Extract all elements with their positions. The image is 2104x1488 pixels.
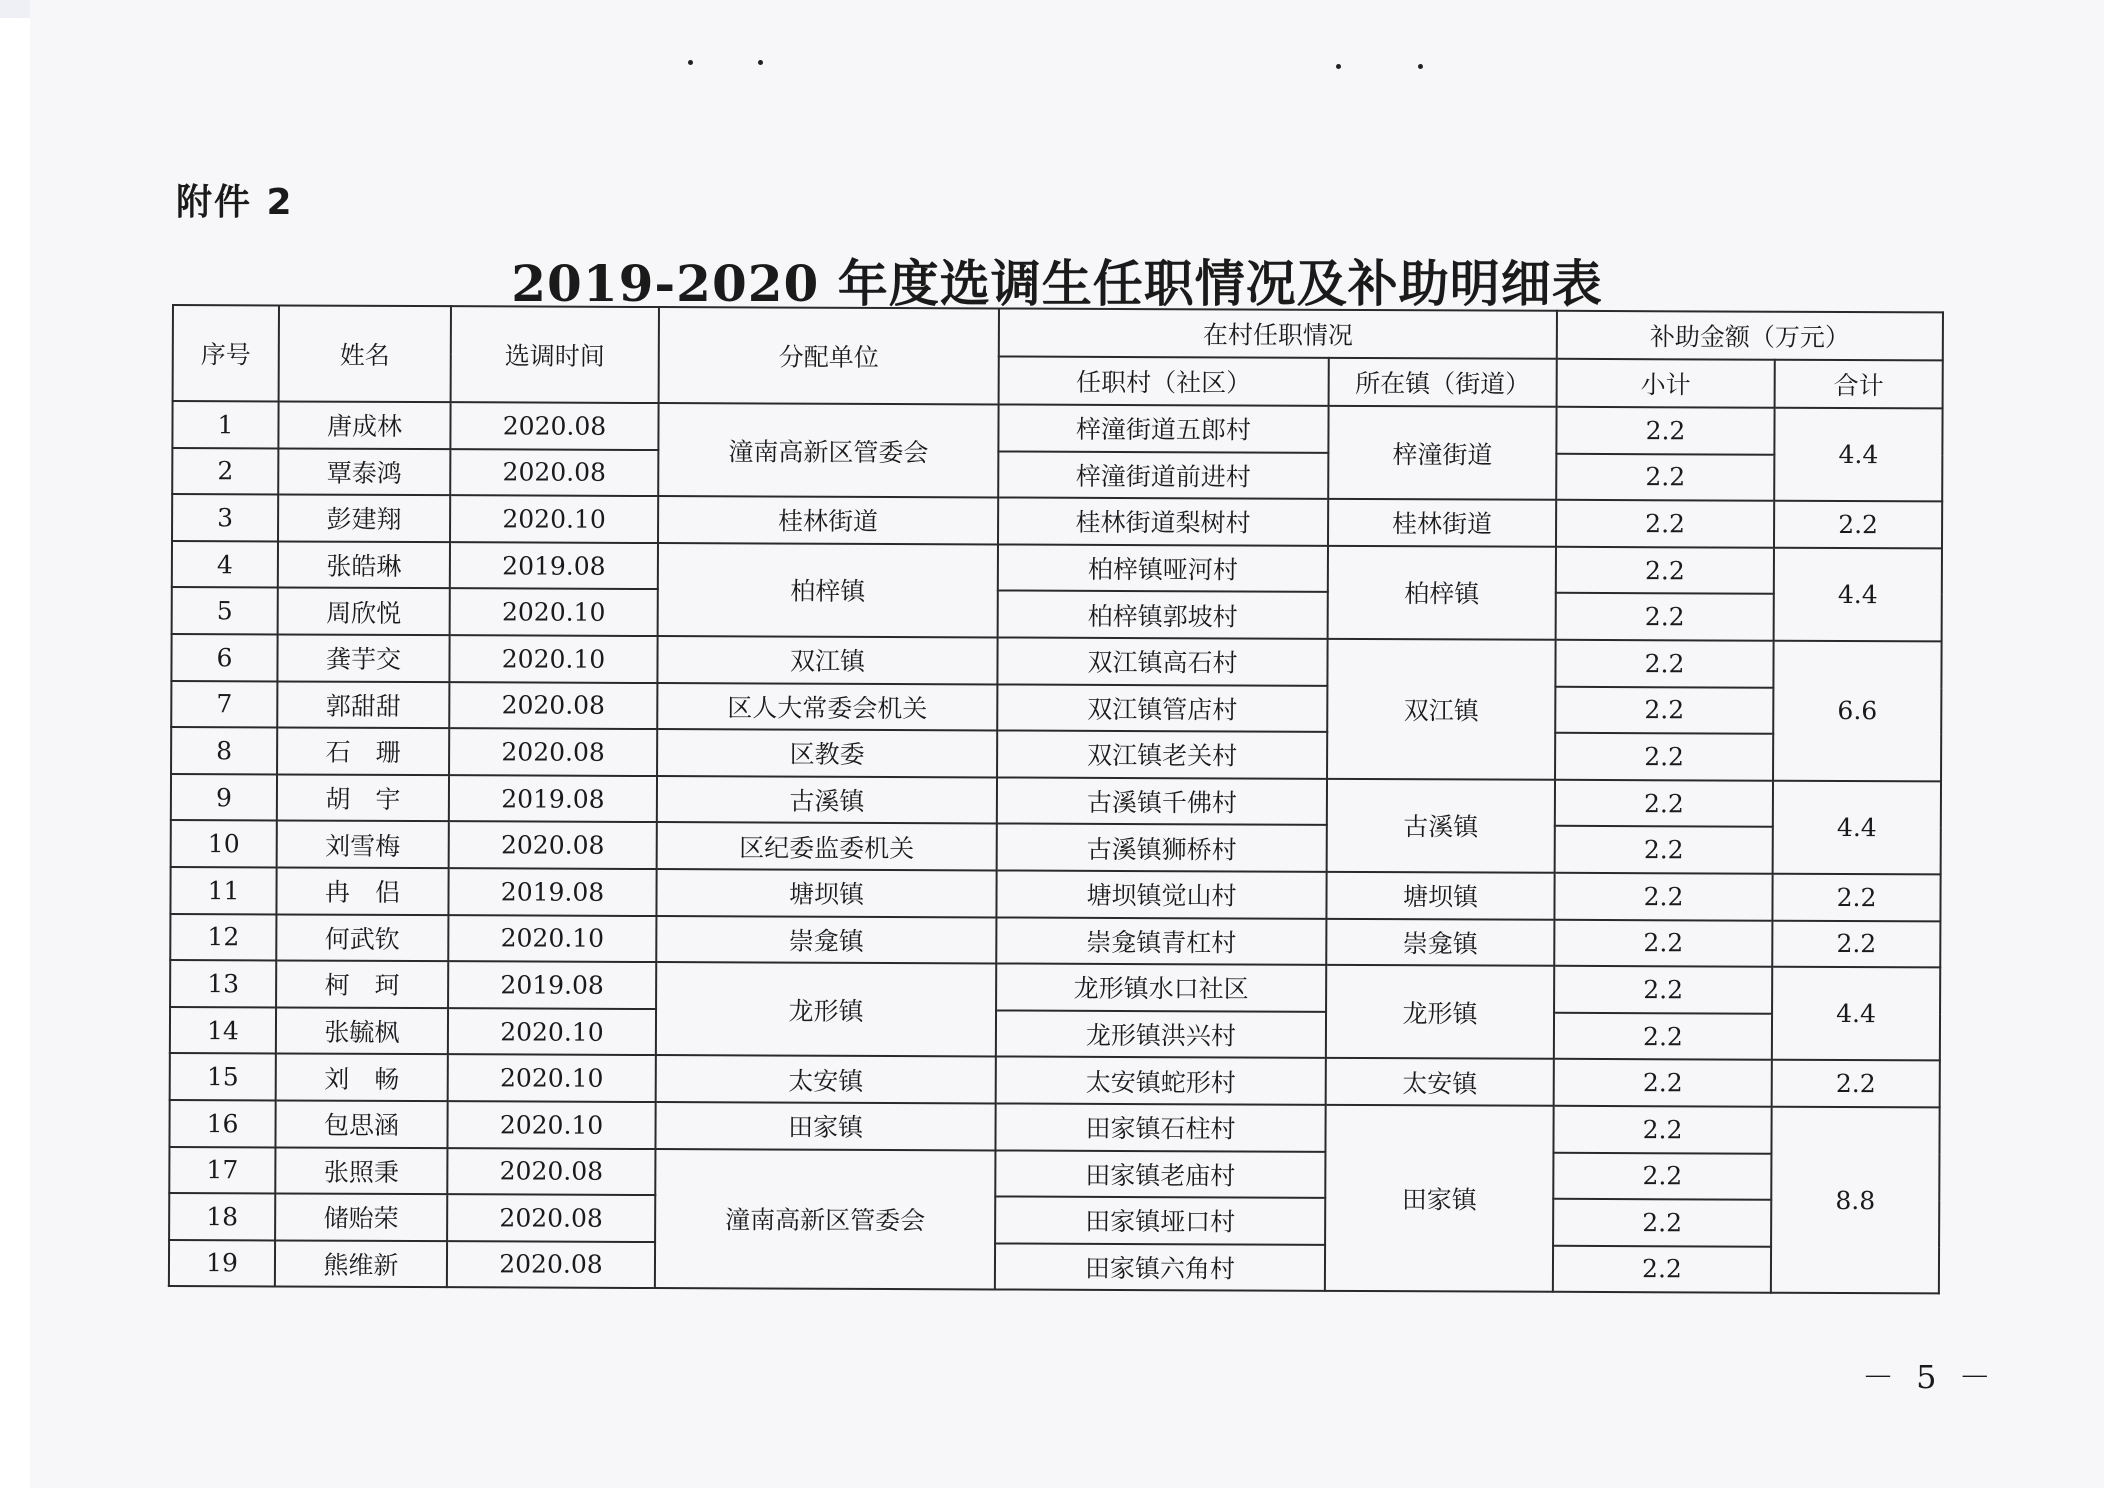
cell-name: 唐成林 <box>278 401 450 448</box>
cell-time: 2020.08 <box>450 402 658 449</box>
cell-index: 5 <box>172 587 278 634</box>
cell-village: 梓潼街道前进村 <box>998 451 1328 499</box>
table-row <box>171 820 1941 874</box>
table-row <box>169 1100 1939 1154</box>
cell-total: 6.6 <box>1773 641 1942 781</box>
cell-time: 2020.10 <box>448 1054 656 1101</box>
cell-unit: 太安镇 <box>656 1055 996 1103</box>
cell-unit: 潼南高新区管委会 <box>658 403 998 498</box>
cell-subtotal: 2.2 <box>1553 1152 1771 1200</box>
cell-subtotal: 2.2 <box>1554 1013 1772 1061</box>
scan-speck <box>1336 64 1341 69</box>
cell-subtotal: 2.2 <box>1556 500 1774 548</box>
cell-subtotal: 2.2 <box>1555 733 1773 781</box>
cell-village: 田家镇六角村 <box>995 1243 1325 1291</box>
cell-time: 2020.08 <box>450 449 658 496</box>
col-header-assigned-unit: 分配单位 <box>659 307 999 404</box>
table-row <box>172 401 1942 455</box>
cell-town: 桂林街道 <box>1328 499 1556 547</box>
document-title: 2019-2020 年度选调生任职情况及补助明细表 <box>511 254 1603 313</box>
cell-town: 双江镇 <box>1327 639 1556 780</box>
col-header-subsidy-group: 补助金额（万元） <box>1557 311 1943 361</box>
cell-time: 2020.08 <box>447 1241 655 1288</box>
cell-index: 14 <box>170 1007 276 1054</box>
table-row <box>169 1146 1939 1200</box>
cell-time: 2020.10 <box>450 589 658 636</box>
cell-time: 2019.08 <box>448 961 656 1008</box>
cell-town: 塘坝镇 <box>1326 872 1554 920</box>
cell-subtotal: 2.2 <box>1555 826 1773 874</box>
table-row <box>172 541 1942 595</box>
cell-unit: 龙形镇 <box>656 962 996 1057</box>
cell-index: 13 <box>170 960 276 1007</box>
cell-name: 张毓枫 <box>276 1007 448 1054</box>
table-row <box>170 867 1940 921</box>
cell-name: 覃泰鸿 <box>278 448 450 495</box>
cell-index: 9 <box>171 774 277 821</box>
subsidy-table <box>168 304 1944 1295</box>
cell-index: 10 <box>171 820 277 867</box>
cell-village: 桂林街道梨树村 <box>998 498 1328 546</box>
cell-time: 2019.08 <box>450 542 658 589</box>
table-row <box>172 587 1942 641</box>
scan-speck <box>688 60 693 65</box>
table-row <box>170 960 1940 1014</box>
table-row <box>171 681 1941 735</box>
cell-index: 3 <box>172 494 278 541</box>
cell-time: 2020.08 <box>449 822 657 869</box>
cell-unit: 桂林街道 <box>658 496 998 544</box>
cell-time: 2020.08 <box>449 682 657 729</box>
cell-village: 田家镇垭口村 <box>995 1197 1325 1245</box>
col-header-village-post-group: 在村任职情况 <box>999 308 1557 358</box>
cell-subtotal: 2.2 <box>1556 547 1774 595</box>
cell-subtotal: 2.2 <box>1554 1059 1772 1107</box>
cell-time: 2020.10 <box>449 635 657 682</box>
cell-total: 4.4 <box>1772 967 1940 1061</box>
cell-town: 龙形镇 <box>1326 965 1554 1059</box>
cell-index: 17 <box>169 1146 275 1193</box>
cell-total: 4.4 <box>1773 780 1941 874</box>
cell-total: 2.2 <box>1774 501 1942 548</box>
cell-name: 张照秉 <box>275 1147 447 1194</box>
cell-village: 双江镇高石村 <box>997 637 1327 685</box>
cell-town: 柏梓镇 <box>1328 546 1556 640</box>
cell-unit: 柏梓镇 <box>658 543 998 638</box>
cell-time: 2020.10 <box>450 495 658 542</box>
cell-subtotal: 2.2 <box>1555 640 1773 688</box>
cell-unit: 区纪委监委机关 <box>657 822 997 870</box>
cell-village: 古溪镇千佛村 <box>997 777 1327 825</box>
cell-village: 田家镇老庙村 <box>995 1150 1325 1198</box>
table-row <box>169 1240 1939 1294</box>
cell-total: 8.8 <box>1771 1107 1940 1294</box>
cell-town: 田家镇 <box>1325 1105 1554 1292</box>
cell-name: 龚芋交 <box>277 634 449 681</box>
cell-name: 储贻荣 <box>275 1194 447 1241</box>
cell-unit: 双江镇 <box>657 636 997 684</box>
cell-subtotal: 2.2 <box>1556 453 1774 501</box>
cell-total: 4.4 <box>1774 408 1942 502</box>
cell-name: 刘雪梅 <box>277 821 449 868</box>
cell-unit: 田家镇 <box>655 1102 995 1150</box>
cell-town: 梓潼街道 <box>1328 406 1556 500</box>
cell-village: 龙形镇水口社区 <box>996 964 1326 1012</box>
cell-village: 柏梓镇哑河村 <box>998 544 1328 592</box>
cell-unit: 潼南高新区管委会 <box>655 1149 996 1290</box>
cell-name: 柯 珂 <box>276 961 448 1008</box>
col-header-village: 任职村（社区） <box>999 356 1329 405</box>
table-row <box>171 727 1941 781</box>
col-header-name: 姓名 <box>279 305 451 402</box>
cell-village: 双江镇管店村 <box>997 684 1327 732</box>
table-row <box>170 914 1940 968</box>
cell-time: 2020.08 <box>447 1148 655 1195</box>
cell-subtotal: 2.2 <box>1553 1199 1771 1247</box>
cell-time: 2019.08 <box>449 775 657 822</box>
cell-time: 2020.08 <box>447 1194 655 1241</box>
col-header-selection-time: 选调时间 <box>451 306 659 403</box>
cell-unit: 区人大常委会机关 <box>657 683 997 731</box>
cell-town: 太安镇 <box>1326 1058 1554 1106</box>
cell-name: 石 珊 <box>277 728 449 775</box>
cell-town: 崇龛镇 <box>1326 918 1554 966</box>
cell-subtotal: 2.2 <box>1554 873 1772 921</box>
cell-time: 2020.10 <box>447 1101 655 1148</box>
cell-village: 崇龛镇青杠村 <box>996 917 1326 965</box>
cell-index: 7 <box>171 681 277 728</box>
cell-subtotal: 2.2 <box>1556 593 1774 641</box>
page-number: － 5 － <box>1862 1358 1997 1396</box>
cell-village: 塘坝镇觉山村 <box>996 870 1326 918</box>
cell-total: 2.2 <box>1772 874 1940 921</box>
col-header-index: 序号 <box>173 305 279 401</box>
cell-time: 2020.08 <box>449 728 657 775</box>
table-row <box>171 634 1941 688</box>
scan-speck <box>1418 64 1423 69</box>
cell-time: 2020.10 <box>448 1008 656 1055</box>
cell-subtotal: 2.2 <box>1554 966 1772 1014</box>
cell-index: 12 <box>170 914 276 961</box>
cell-unit: 塘坝镇 <box>656 869 996 917</box>
cell-subtotal: 2.2 <box>1553 1106 1771 1154</box>
cell-name: 冉 侣 <box>276 867 448 914</box>
cell-total: 4.4 <box>1774 547 1942 641</box>
cell-subtotal: 2.2 <box>1556 407 1774 455</box>
table-row <box>171 774 1941 828</box>
cell-subtotal: 2.2 <box>1555 780 1773 828</box>
table-row <box>170 1053 1940 1107</box>
cell-time: 2019.08 <box>448 868 656 915</box>
cell-subtotal: 2.2 <box>1555 686 1773 734</box>
cell-village: 古溪镇狮桥村 <box>997 824 1327 872</box>
col-header-subtotal: 小计 <box>1557 359 1775 408</box>
cell-index: 16 <box>169 1100 275 1147</box>
cell-name: 熊维新 <box>275 1240 447 1287</box>
cell-village: 梓潼街道五郎村 <box>998 404 1328 452</box>
cell-name: 张皓琳 <box>278 541 450 588</box>
col-header-total: 合计 <box>1775 360 1943 409</box>
cell-name: 何武钦 <box>276 914 448 961</box>
cell-name: 郭甜甜 <box>277 681 449 728</box>
cell-name: 包思涵 <box>275 1100 447 1147</box>
table-row <box>172 448 1942 502</box>
table-row <box>169 1193 1939 1247</box>
cell-index: 1 <box>172 401 278 448</box>
cell-index: 18 <box>169 1193 275 1240</box>
cell-village: 双江镇老关村 <box>997 731 1327 779</box>
cell-unit: 古溪镇 <box>657 776 997 824</box>
cell-name: 刘 畅 <box>276 1054 448 1101</box>
cell-total: 2.2 <box>1772 920 1940 967</box>
cell-index: 11 <box>170 867 276 914</box>
cell-unit: 崇龛镇 <box>656 916 996 964</box>
cell-name: 胡 宇 <box>277 774 449 821</box>
header-row <box>173 305 1943 360</box>
cell-time: 2020.10 <box>448 915 656 962</box>
cell-village: 龙形镇洪兴村 <box>996 1010 1326 1058</box>
cell-village: 田家镇石柱村 <box>995 1103 1325 1151</box>
table-row <box>172 494 1942 548</box>
cell-index: 4 <box>172 541 278 588</box>
cell-index: 8 <box>171 727 277 774</box>
cell-subtotal: 2.2 <box>1554 919 1772 967</box>
cell-village: 太安镇蛇形村 <box>996 1057 1326 1105</box>
cell-name: 周欣悦 <box>278 588 450 635</box>
cell-subtotal: 2.2 <box>1553 1245 1771 1293</box>
cell-unit: 区教委 <box>657 729 997 777</box>
cell-town: 古溪镇 <box>1327 779 1555 873</box>
col-header-town: 所在镇（街道） <box>1329 358 1557 407</box>
cell-total: 2.2 <box>1772 1060 1940 1107</box>
cell-index: 6 <box>171 634 277 681</box>
cell-index: 19 <box>169 1240 275 1287</box>
cell-name: 彭建翔 <box>278 495 450 542</box>
cell-index: 2 <box>172 448 278 495</box>
scan-speck <box>758 60 763 65</box>
cell-village: 柏梓镇郭坡村 <box>998 591 1328 639</box>
cell-index: 15 <box>170 1053 276 1100</box>
attachment-label: 附件 2 <box>176 182 294 223</box>
table-row <box>170 1007 1940 1061</box>
